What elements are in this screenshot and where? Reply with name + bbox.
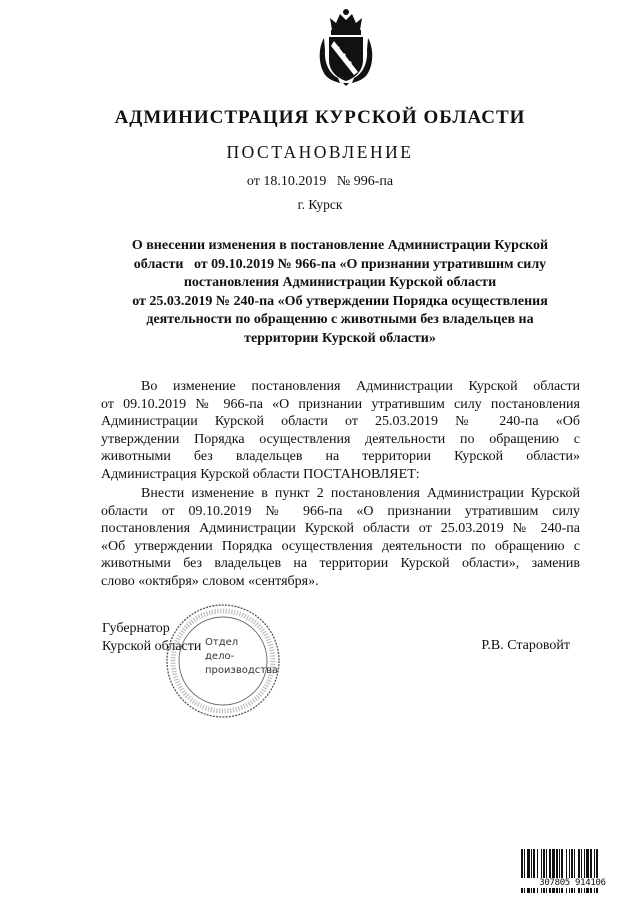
barcode-number: 307805 914106 (520, 878, 625, 888)
title-line: постановления Администрации Курской области (183, 275, 497, 290)
paragraph-line: «Об утверждении Порядка осуществления деятельности по обращению с (101, 538, 580, 554)
title-line: О внесении изменения в постановление Администрации Курской (131, 238, 549, 253)
paragraph-line: животными без владельцев на территории Курской области» (101, 449, 580, 465)
paragraph-line: слово «октября» словом «сентября». (101, 573, 319, 589)
stamp-line: Отдел (205, 637, 239, 648)
stamp-text (205, 636, 279, 678)
organization-title: АДМИНИСТРАЦИЯ КУРСКОЙ ОБЛАСТИ (114, 107, 526, 128)
signatory-position-line: Губернатор (102, 621, 170, 636)
document-date-number: от 18.10.2019 № 996-па (246, 174, 394, 189)
coat-of-arms-icon (316, 8, 376, 86)
title-line: деятельности по обращению с животными без владельцев на (146, 312, 534, 327)
paragraph-resolution (101, 485, 580, 591)
paragraph-line: животными без владельцев на территории Курской области», заменив (101, 556, 580, 572)
paragraph-preamble (101, 378, 580, 484)
signatory-position-line: Курской области (102, 639, 202, 654)
paragraph-line: Во изменение постановления Администрации Курской области (141, 379, 580, 394)
document-title (90, 237, 590, 348)
document-type: ПОСТАНОВЛЕНИЕ (226, 142, 414, 162)
stamp-line: производства (205, 665, 279, 676)
title-line: от 25.03.2019 № 240-па «Об утверждении Порядка осуществления (132, 293, 548, 309)
title-line: области от 09.10.2019 № 966-па «О признании утратившим силу (133, 256, 547, 272)
paragraph-line: утверждении Порядка осуществления деятельности по обращению с (101, 431, 580, 447)
paragraph-line: области от 09.10.2019 № 966-па «О признании утратившим силу (101, 503, 580, 519)
document-city: г. Курск (297, 197, 343, 212)
paragraph-line: от 09.10.2019 № 966-па «О признании утратившим силу постановления (101, 396, 580, 412)
paragraph-line: Внести изменение в пункт 2 постановления Администрации Курской (141, 486, 580, 501)
stamp-line: дело- (205, 651, 235, 662)
paragraph-line: постановления Администрации Курской области от 25.03.2019 № 240-па (101, 521, 580, 537)
signatory-name: Р.В. Старовойт (481, 638, 570, 653)
title-line: территории Курской области» (244, 330, 436, 346)
paragraph-line: Администрация Курской области ПОСТАНОВЛЯЕТ: (101, 466, 420, 482)
paragraph-line: Администрации Курской области от 25.03.2019 № 240-па «Об (101, 414, 580, 430)
